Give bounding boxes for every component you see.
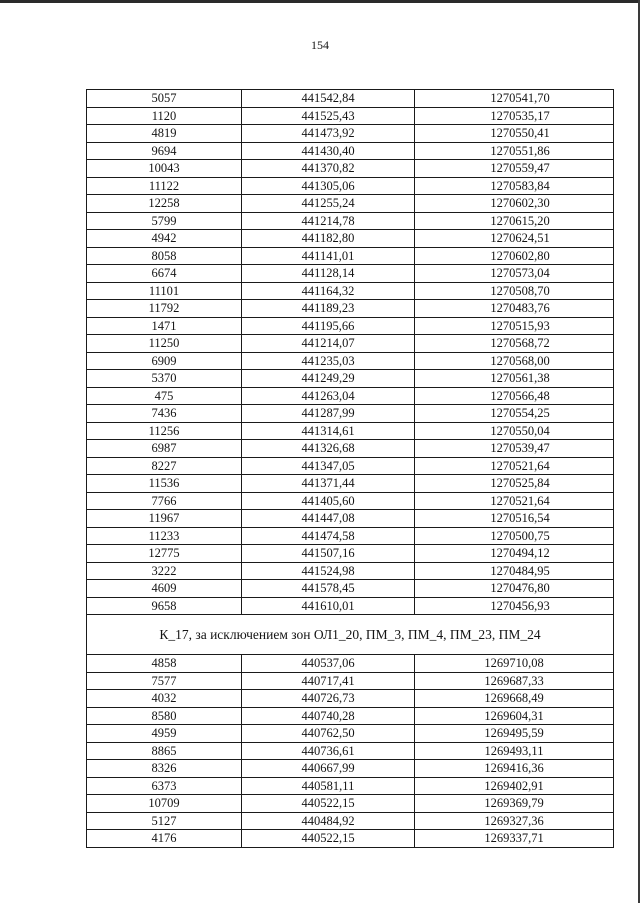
point-number-cell: 5057 — [87, 90, 242, 108]
table-row — [87, 195, 614, 213]
table-row — [87, 387, 614, 405]
table-row — [87, 440, 614, 458]
point-number-cell: 10709 — [87, 795, 242, 813]
table-row — [87, 300, 614, 318]
table-row — [87, 562, 614, 580]
point-number-cell: 7577 — [87, 672, 242, 690]
x-coordinate-cell: 440667,99 — [242, 760, 415, 778]
y-coordinate-cell: 1269416,36 — [415, 760, 614, 778]
x-coordinate-cell: 441214,78 — [242, 212, 415, 230]
point-number-cell: 11967 — [87, 510, 242, 528]
x-coordinate-cell: 440740,28 — [242, 707, 415, 725]
y-coordinate-cell: 1270535,17 — [415, 107, 614, 125]
x-coordinate-cell: 440726,73 — [242, 690, 415, 708]
table-row — [87, 830, 614, 848]
table-row — [87, 690, 614, 708]
point-number-cell: 4176 — [87, 830, 242, 848]
table-row — [87, 107, 614, 125]
y-coordinate-cell: 1270573,04 — [415, 265, 614, 283]
x-coordinate-cell: 441255,24 — [242, 195, 415, 213]
x-coordinate-cell: 441347,05 — [242, 457, 415, 475]
x-coordinate-cell: 441182,80 — [242, 230, 415, 248]
section-title: К_17, за исключением зон ОЛ1_20, ПМ_3, ПМ_4, ПМ_23, ПМ_24 — [87, 615, 614, 655]
table-row — [87, 265, 614, 283]
y-coordinate-cell: 1270583,84 — [415, 177, 614, 195]
y-coordinate-cell: 1269687,33 — [415, 672, 614, 690]
table-row — [87, 352, 614, 370]
coordinates-table — [86, 89, 614, 848]
table-row — [87, 597, 614, 615]
section-header-row — [87, 615, 614, 655]
table-row — [87, 725, 614, 743]
y-coordinate-cell: 1270559,47 — [415, 160, 614, 178]
y-coordinate-cell: 1270602,80 — [415, 247, 614, 265]
table-row — [87, 230, 614, 248]
x-coordinate-cell: 441507,16 — [242, 545, 415, 563]
point-number-cell: 8580 — [87, 707, 242, 725]
x-coordinate-cell: 441610,01 — [242, 597, 415, 615]
table-row — [87, 317, 614, 335]
y-coordinate-cell: 1270483,76 — [415, 300, 614, 318]
point-number-cell: 11256 — [87, 422, 242, 440]
point-number-cell: 11101 — [87, 282, 242, 300]
point-number-cell: 6987 — [87, 440, 242, 458]
y-coordinate-cell: 1269668,49 — [415, 690, 614, 708]
point-number-cell: 475 — [87, 387, 242, 405]
x-coordinate-cell: 441249,29 — [242, 370, 415, 388]
y-coordinate-cell: 1270541,70 — [415, 90, 614, 108]
table-row — [87, 492, 614, 510]
point-number-cell: 1471 — [87, 317, 242, 335]
point-number-cell: 11250 — [87, 335, 242, 353]
table-row — [87, 655, 614, 673]
point-number-cell: 7436 — [87, 405, 242, 423]
x-coordinate-cell: 441164,32 — [242, 282, 415, 300]
point-number-cell: 11792 — [87, 300, 242, 318]
x-coordinate-cell: 441214,07 — [242, 335, 415, 353]
table-row — [87, 742, 614, 760]
y-coordinate-cell: 1270525,84 — [415, 475, 614, 493]
y-coordinate-cell: 1270515,93 — [415, 317, 614, 335]
point-number-cell: 11536 — [87, 475, 242, 493]
scan-top-edge — [0, 0, 640, 3]
y-coordinate-cell: 1269493,11 — [415, 742, 614, 760]
y-coordinate-cell: 1270521,64 — [415, 492, 614, 510]
point-number-cell: 4032 — [87, 690, 242, 708]
y-coordinate-cell: 1269604,31 — [415, 707, 614, 725]
point-number-cell: 5799 — [87, 212, 242, 230]
y-coordinate-cell: 1270494,12 — [415, 545, 614, 563]
point-number-cell: 10043 — [87, 160, 242, 178]
y-coordinate-cell: 1270550,04 — [415, 422, 614, 440]
y-coordinate-cell: 1270500,75 — [415, 527, 614, 545]
x-coordinate-cell: 441370,82 — [242, 160, 415, 178]
point-number-cell: 11233 — [87, 527, 242, 545]
point-number-cell: 8326 — [87, 760, 242, 778]
table-row — [87, 457, 614, 475]
table-row — [87, 247, 614, 265]
point-number-cell: 9694 — [87, 142, 242, 160]
y-coordinate-cell: 1270624,51 — [415, 230, 614, 248]
x-coordinate-cell: 441195,66 — [242, 317, 415, 335]
point-number-cell: 6674 — [87, 265, 242, 283]
x-coordinate-cell: 441447,08 — [242, 510, 415, 528]
x-coordinate-cell: 440717,41 — [242, 672, 415, 690]
point-number-cell: 4609 — [87, 580, 242, 598]
coordinates-table-body — [87, 90, 614, 848]
y-coordinate-cell: 1270554,25 — [415, 405, 614, 423]
x-coordinate-cell: 441235,03 — [242, 352, 415, 370]
table-row — [87, 707, 614, 725]
x-coordinate-cell: 440762,50 — [242, 725, 415, 743]
point-number-cell: 1120 — [87, 107, 242, 125]
point-number-cell: 4819 — [87, 125, 242, 143]
x-coordinate-cell: 441430,40 — [242, 142, 415, 160]
x-coordinate-cell: 441314,61 — [242, 422, 415, 440]
x-coordinate-cell: 441287,99 — [242, 405, 415, 423]
y-coordinate-cell: 1269327,36 — [415, 812, 614, 830]
x-coordinate-cell: 441371,44 — [242, 475, 415, 493]
y-coordinate-cell: 1269402,91 — [415, 777, 614, 795]
point-number-cell: 5127 — [87, 812, 242, 830]
point-number-cell: 8058 — [87, 247, 242, 265]
y-coordinate-cell: 1270561,38 — [415, 370, 614, 388]
table-row — [87, 510, 614, 528]
x-coordinate-cell: 440581,11 — [242, 777, 415, 795]
y-coordinate-cell: 1270476,80 — [415, 580, 614, 598]
table-row — [87, 335, 614, 353]
point-number-cell: 8227 — [87, 457, 242, 475]
x-coordinate-cell: 441326,68 — [242, 440, 415, 458]
page-number: 154 — [311, 38, 329, 52]
point-number-cell: 12258 — [87, 195, 242, 213]
x-coordinate-cell: 441128,14 — [242, 265, 415, 283]
table-row — [87, 812, 614, 830]
x-coordinate-cell: 440736,61 — [242, 742, 415, 760]
y-coordinate-cell: 1270615,20 — [415, 212, 614, 230]
point-number-cell: 4858 — [87, 655, 242, 673]
x-coordinate-cell: 441189,23 — [242, 300, 415, 318]
point-number-cell: 11122 — [87, 177, 242, 195]
point-number-cell: 4959 — [87, 725, 242, 743]
y-coordinate-cell: 1270456,93 — [415, 597, 614, 615]
x-coordinate-cell: 441473,92 — [242, 125, 415, 143]
table-row — [87, 90, 614, 108]
table-row — [87, 212, 614, 230]
y-coordinate-cell: 1270550,41 — [415, 125, 614, 143]
table-row — [87, 282, 614, 300]
point-number-cell: 9658 — [87, 597, 242, 615]
y-coordinate-cell: 1270602,30 — [415, 195, 614, 213]
y-coordinate-cell: 1269369,79 — [415, 795, 614, 813]
point-number-cell: 6909 — [87, 352, 242, 370]
x-coordinate-cell: 441405,60 — [242, 492, 415, 510]
table-row — [87, 580, 614, 598]
point-number-cell: 12775 — [87, 545, 242, 563]
y-coordinate-cell: 1270516,54 — [415, 510, 614, 528]
x-coordinate-cell: 440522,15 — [242, 795, 415, 813]
table-row — [87, 142, 614, 160]
table-row — [87, 422, 614, 440]
x-coordinate-cell: 441141,01 — [242, 247, 415, 265]
y-coordinate-cell: 1270539,47 — [415, 440, 614, 458]
table-row — [87, 370, 614, 388]
y-coordinate-cell: 1270484,95 — [415, 562, 614, 580]
table-row — [87, 405, 614, 423]
table-row — [87, 475, 614, 493]
x-coordinate-cell: 441305,06 — [242, 177, 415, 195]
table-row — [87, 527, 614, 545]
table-row — [87, 760, 614, 778]
point-number-cell: 7766 — [87, 492, 242, 510]
x-coordinate-cell: 441578,45 — [242, 580, 415, 598]
table-row — [87, 177, 614, 195]
y-coordinate-cell: 1270551,86 — [415, 142, 614, 160]
y-coordinate-cell: 1269495,59 — [415, 725, 614, 743]
x-coordinate-cell: 440484,92 — [242, 812, 415, 830]
x-coordinate-cell: 441474,58 — [242, 527, 415, 545]
table-row — [87, 795, 614, 813]
x-coordinate-cell: 441525,43 — [242, 107, 415, 125]
table-row — [87, 777, 614, 795]
y-coordinate-cell: 1269337,71 — [415, 830, 614, 848]
x-coordinate-cell: 440522,15 — [242, 830, 415, 848]
table-row — [87, 545, 614, 563]
y-coordinate-cell: 1269710,08 — [415, 655, 614, 673]
point-number-cell: 4942 — [87, 230, 242, 248]
y-coordinate-cell: 1270568,00 — [415, 352, 614, 370]
y-coordinate-cell: 1270508,70 — [415, 282, 614, 300]
point-number-cell: 8865 — [87, 742, 242, 760]
x-coordinate-cell: 441542,84 — [242, 90, 415, 108]
x-coordinate-cell: 441524,98 — [242, 562, 415, 580]
table-row — [87, 125, 614, 143]
point-number-cell: 3222 — [87, 562, 242, 580]
point-number-cell: 5370 — [87, 370, 242, 388]
y-coordinate-cell: 1270521,64 — [415, 457, 614, 475]
table-row — [87, 672, 614, 690]
x-coordinate-cell: 441263,04 — [242, 387, 415, 405]
table-row — [87, 160, 614, 178]
y-coordinate-cell: 1270568,72 — [415, 335, 614, 353]
y-coordinate-cell: 1270566,48 — [415, 387, 614, 405]
point-number-cell: 6373 — [87, 777, 242, 795]
x-coordinate-cell: 440537,06 — [242, 655, 415, 673]
